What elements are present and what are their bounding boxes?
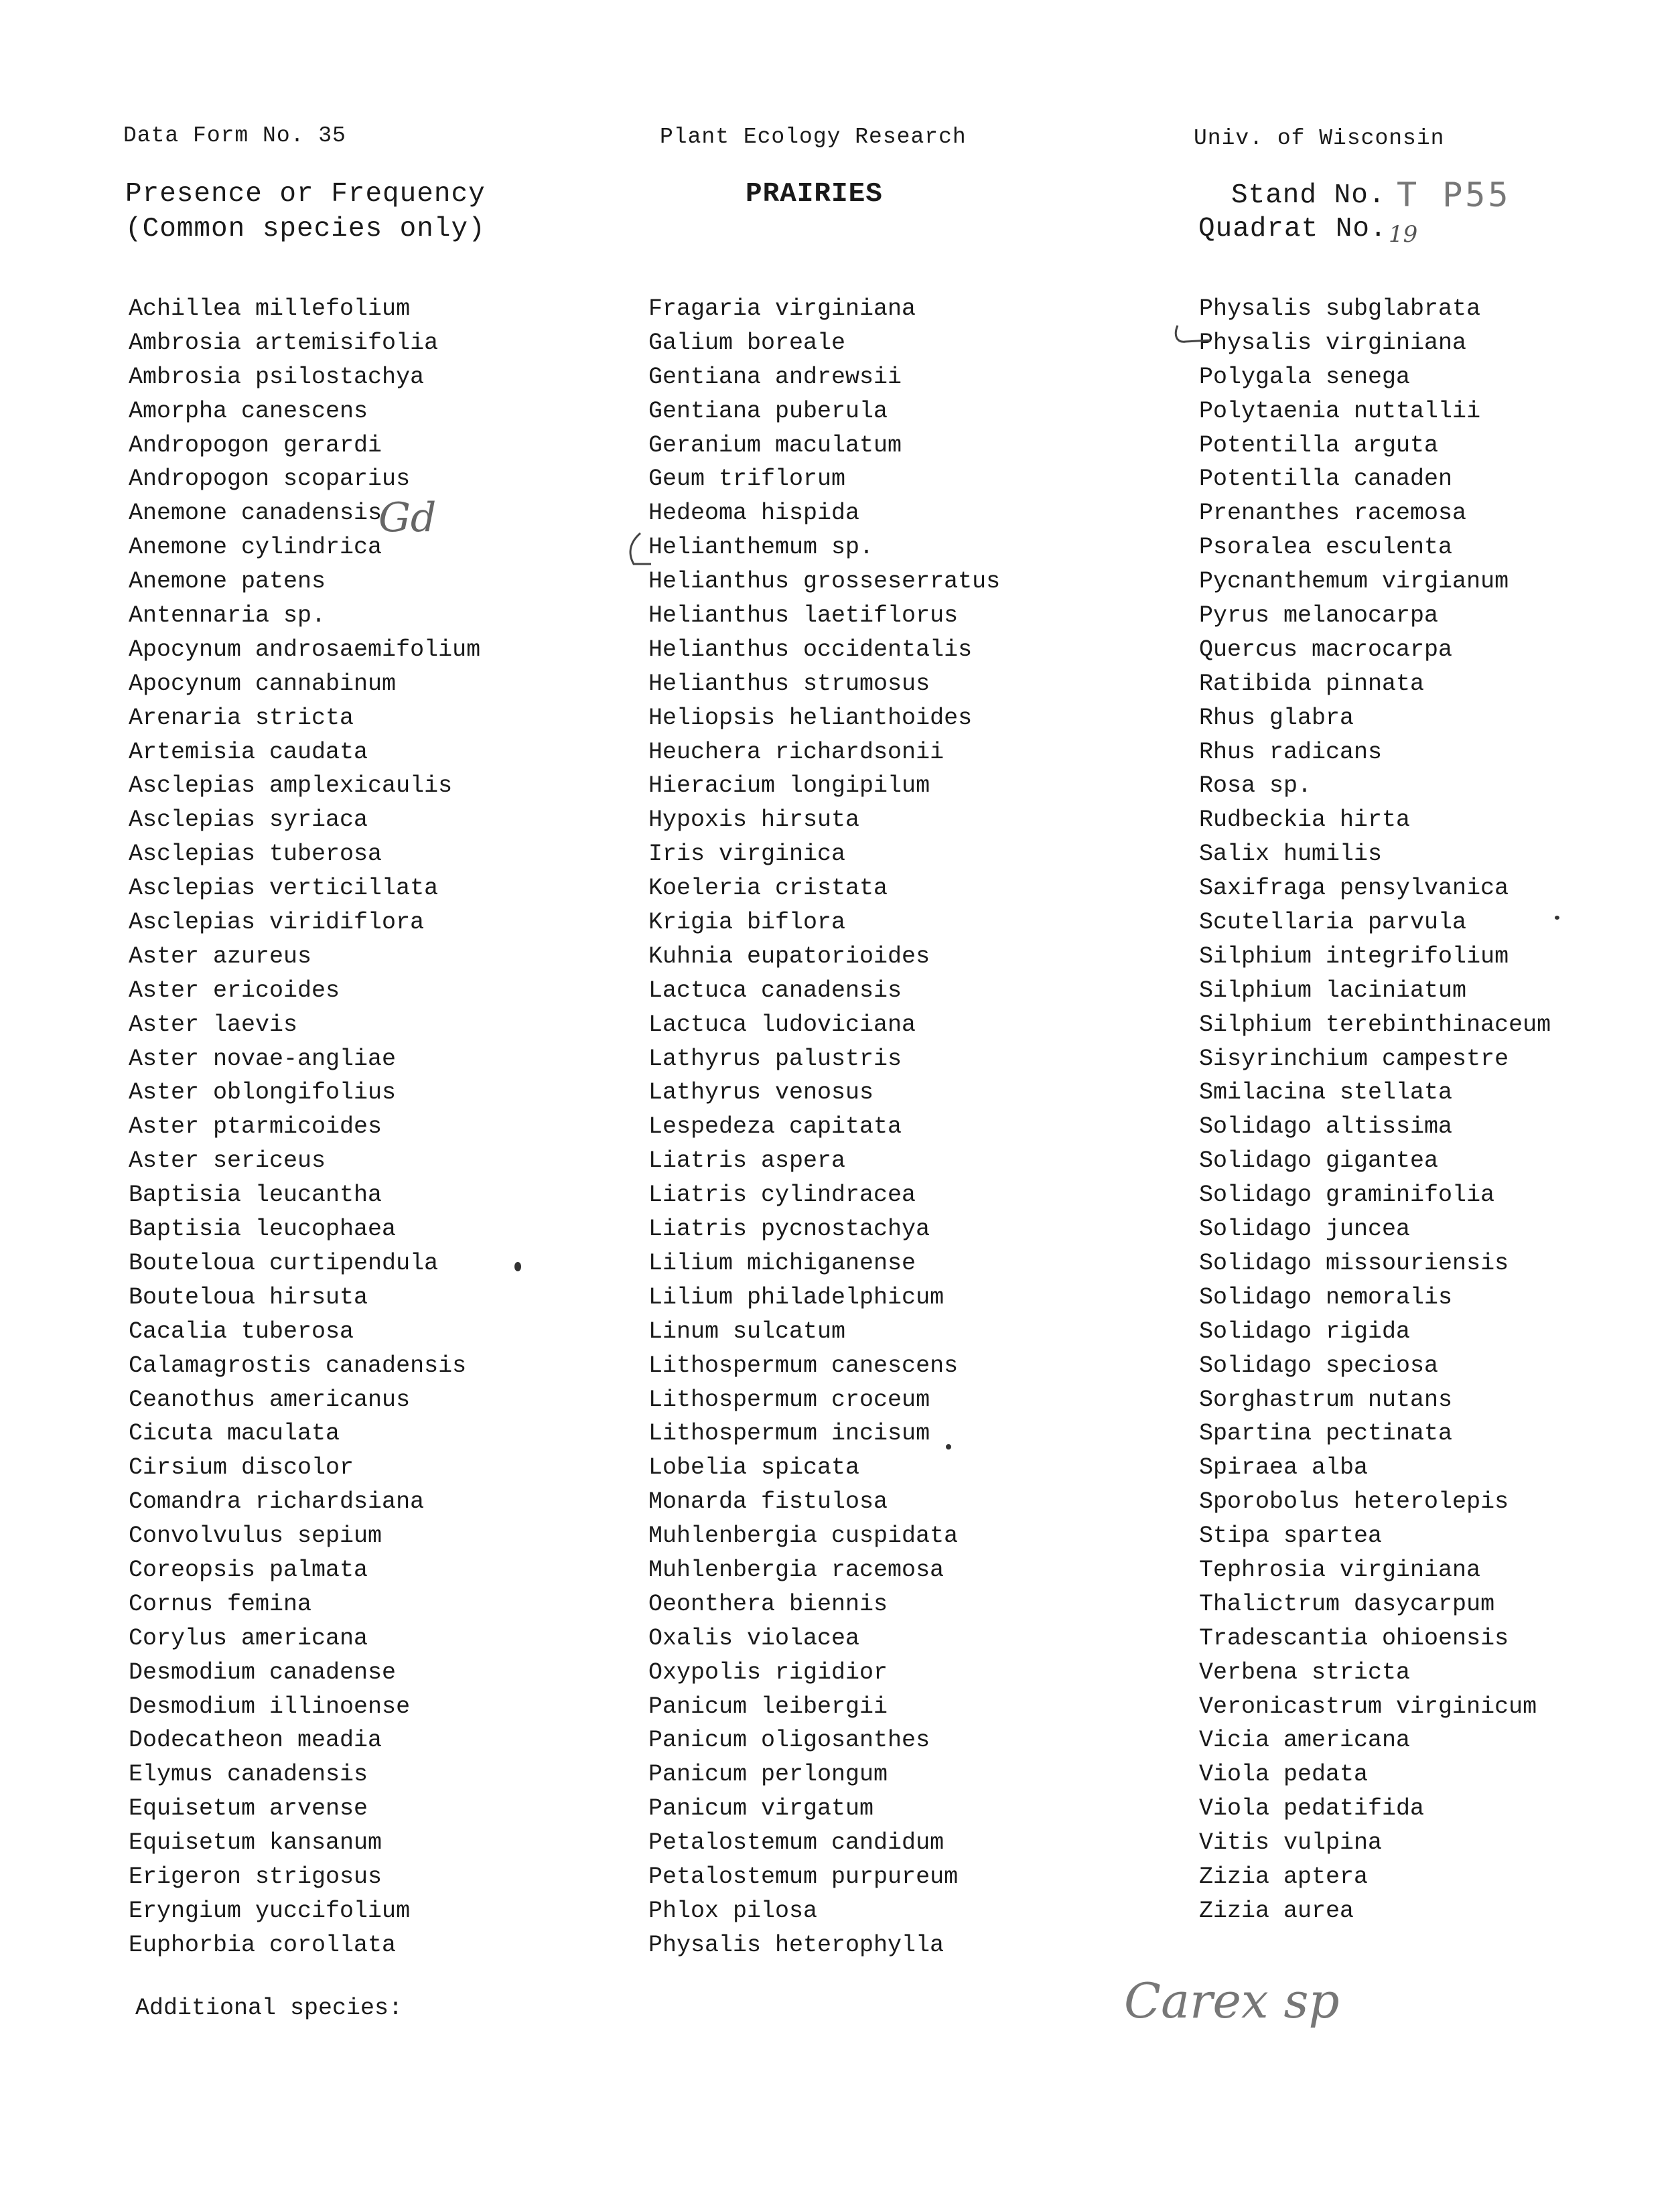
species-entry: Liatris pycnostachya — [648, 1216, 930, 1243]
ink-speck — [514, 1262, 521, 1271]
species-entry: Scutellaria parvula — [1199, 909, 1467, 936]
species-entry: Calamagrostis canadensis — [129, 1352, 467, 1379]
species-entry: Ratibida pinnata — [1199, 670, 1425, 697]
species-entry: Heliopsis helianthoides — [648, 704, 973, 731]
species-entry: Arenaria stricta — [129, 704, 354, 731]
species-entry: Aster azureus — [129, 942, 312, 970]
species-entry: Solidago missouriensis — [1199, 1249, 1509, 1277]
species-entry: Panicum leibergii — [648, 1693, 888, 1720]
species-entry: Liatris aspera — [648, 1147, 846, 1175]
quadrat-number-label: Quadrat No. — [1198, 214, 1387, 244]
species-entry: Helianthus laetiflorus — [648, 602, 959, 630]
species-entry: Phlox pilosa — [648, 1897, 818, 1924]
species-entry: Muhlenbergia racemosa — [648, 1556, 944, 1583]
species-entry: Petalostemum purpureum — [648, 1863, 959, 1890]
species-entry: Gentiana andrewsii — [648, 363, 902, 391]
ink-speck — [946, 1444, 951, 1450]
species-entry: Cicuta maculata — [129, 1420, 340, 1447]
species-entry: Hypoxis hirsuta — [648, 806, 860, 834]
species-entry: Polytaenia nuttallii — [1199, 397, 1481, 425]
species-entry: Vitis vulpina — [1199, 1829, 1383, 1857]
species-entry: Bouteloua hirsuta — [129, 1283, 368, 1311]
species-entry: Solidago rigida — [1199, 1318, 1411, 1345]
species-entry: Cacalia tuberosa — [129, 1318, 354, 1345]
form-number: Data Form No. 35 — [123, 123, 346, 148]
species-entry: Physalis virginiana — [1199, 329, 1467, 356]
species-entry: Anemone cylindrica — [129, 534, 382, 561]
species-entry: Rosa sp. — [1199, 772, 1312, 800]
species-entry: Comandra richardsiana — [129, 1488, 425, 1516]
species-entry: Erigeron strigosus — [129, 1863, 382, 1890]
species-entry: Heuchera richardsonii — [648, 738, 944, 766]
species-entry: Potentilla canaden — [1199, 466, 1453, 493]
species-entry: Psoralea esculenta — [1199, 534, 1453, 561]
species-entry: Physalis subglabrata — [1199, 295, 1481, 322]
species-entry: Silphium laciniatum — [1199, 977, 1467, 1004]
quadrat-number-handwritten: 19 — [1389, 221, 1418, 248]
species-entry: Zizia aptera — [1199, 1863, 1369, 1890]
species-entry: Elymus canadensis — [129, 1761, 368, 1788]
species-entry: Geum triflorum — [648, 466, 846, 493]
species-entry: Liatris cylindracea — [648, 1182, 916, 1209]
measure-line-2: (Common species only) — [125, 214, 486, 244]
species-entry: Hedeoma hispida — [648, 500, 860, 527]
species-entry: Baptisia leucophaea — [129, 1216, 397, 1243]
measure-title — [125, 177, 486, 246]
species-entry: Thalictrum dasycarpum — [1199, 1590, 1495, 1618]
species-entry: Solidago juncea — [1199, 1216, 1411, 1243]
species-entry: Panicum oligosanthes — [648, 1727, 930, 1754]
species-entry: Sisyrinchium campestre — [1199, 1045, 1509, 1072]
stand-number-label: Stand No. — [1231, 180, 1386, 211]
species-entry: Panicum perlongum — [648, 1761, 888, 1788]
species-entry: Asclepias verticillata — [129, 875, 439, 902]
species-entry: Aster oblongifolius — [129, 1079, 397, 1107]
species-entry: Veronicastrum virginicum — [1199, 1693, 1537, 1720]
species-entry: Bouteloua curtipendula — [129, 1249, 439, 1277]
species-entry: Lithospermum canescens — [648, 1352, 959, 1379]
species-entry: Kuhnia eupatorioides — [648, 942, 930, 970]
check-mark-physalis — [1172, 322, 1212, 348]
species-entry: Ceanothus americanus — [129, 1386, 411, 1413]
species-entry: Solidago nemoralis — [1199, 1283, 1453, 1311]
species-entry: Rudbeckia hirta — [1199, 806, 1411, 834]
species-entry: Viola pedatifida — [1199, 1795, 1425, 1823]
species-entry: Andropogon scoparius — [129, 466, 411, 493]
species-entry: Lactuca ludoviciana — [648, 1011, 916, 1038]
handwritten-mark-anemone: Gd — [378, 494, 437, 541]
research-title: Plant Ecology Research — [660, 125, 967, 149]
species-entry: Solidago graminifolia — [1199, 1182, 1495, 1209]
measure-line-1: Presence or Frequency — [125, 179, 486, 210]
additional-species-label: Additional species: — [135, 1995, 403, 2022]
species-entry: Aster laevis — [129, 1011, 298, 1038]
species-entry: Achillea millefolium — [129, 295, 411, 322]
species-entry: Prenanthes racemosa — [1199, 500, 1467, 527]
species-column-1 — [129, 292, 480, 1963]
species-entry: Dodecatheon meadia — [129, 1727, 382, 1754]
species-entry: Eryngium yuccifolium — [129, 1897, 411, 1924]
species-entry: Asclepias tuberosa — [129, 841, 382, 868]
species-entry: Amorpha canescens — [129, 397, 368, 425]
species-entry: Monarda fistulosa — [648, 1488, 888, 1516]
species-entry: Linum sulcatum — [648, 1318, 846, 1345]
species-entry: Spiraea alba — [1199, 1454, 1369, 1482]
species-entry: Vicia americana — [1199, 1727, 1411, 1754]
species-entry: Physalis heterophylla — [648, 1931, 944, 1959]
species-entry: Lathyrus palustris — [648, 1045, 902, 1072]
handwritten-additional-species: Carex sp — [1124, 1973, 1340, 2029]
species-entry: Helianthus occidentalis — [648, 636, 973, 663]
species-entry: Corylus americana — [129, 1624, 368, 1652]
species-entry: Desmodium illinoense — [129, 1693, 411, 1720]
species-entry: Asclepias syriaca — [129, 806, 368, 834]
species-entry: Helianthemum sp. — [648, 534, 874, 561]
species-entry: Asclepias viridiflora — [129, 909, 425, 936]
species-entry: Desmodium canadense — [129, 1658, 397, 1686]
stand-number-stamp: T P55 — [1397, 175, 1511, 214]
species-entry: Anemone canadensis — [129, 500, 382, 527]
species-entry: Krigia biflora — [648, 909, 846, 936]
species-entry: Tradescantia ohioensis — [1199, 1624, 1509, 1652]
species-entry: Galium boreale — [648, 329, 846, 356]
species-entry: Euphorbia corollata — [129, 1931, 397, 1959]
species-entry: Lithospermum incisum — [648, 1420, 930, 1447]
species-entry: Lithospermum croceum — [648, 1386, 930, 1413]
species-entry: Convolvulus sepium — [129, 1523, 382, 1550]
species-entry: Smilacina stellata — [1199, 1079, 1453, 1107]
species-entry: Tephrosia virginiana — [1199, 1556, 1481, 1583]
species-entry: Sorghastrum nutans — [1199, 1386, 1453, 1413]
species-entry: Asclepias amplexicaulis — [129, 772, 453, 800]
species-entry: Aster sericeus — [129, 1147, 326, 1175]
species-entry: Verbena stricta — [1199, 1658, 1411, 1686]
species-entry: Oxalis violacea — [648, 1624, 860, 1652]
species-entry: Lilium philadelphicum — [648, 1283, 944, 1311]
species-entry: Ambrosia psilostachya — [129, 363, 425, 391]
check-mark-helianthemum — [623, 529, 656, 569]
species-entry: Gentiana puberula — [648, 397, 888, 425]
species-entry: Lespedeza capitata — [648, 1113, 902, 1141]
species-entry: Baptisia leucantha — [129, 1182, 382, 1209]
species-entry: Quercus macrocarpa — [1199, 636, 1453, 663]
species-entry: Saxifraga pensylvanica — [1199, 875, 1509, 902]
species-entry: Ambrosia artemisifolia — [129, 329, 439, 356]
species-entry: Petalostemum candidum — [648, 1829, 944, 1857]
species-entry: Oeonthera biennis — [648, 1590, 888, 1618]
species-entry: Pycnanthemum virgianum — [1199, 568, 1509, 595]
species-column-2 — [648, 292, 1000, 1963]
species-entry: Equisetum arvense — [129, 1795, 368, 1823]
species-entry: Koeleria cristata — [648, 875, 888, 902]
species-entry: Cirsium discolor — [129, 1454, 354, 1482]
species-entry: Solidago gigantea — [1199, 1147, 1439, 1175]
species-entry: Lathyrus venosus — [648, 1079, 874, 1107]
species-entry: Sporobolus heterolepis — [1199, 1488, 1509, 1516]
species-entry: Polygala senega — [1199, 363, 1411, 391]
species-entry: Rhus glabra — [1199, 704, 1354, 731]
university-name: Univ. of Wisconsin — [1194, 126, 1445, 151]
species-entry: Aster ericoides — [129, 977, 340, 1004]
species-entry: Salix humilis — [1199, 841, 1383, 868]
species-entry: Cornus femina — [129, 1590, 312, 1618]
species-entry: Zizia aurea — [1199, 1897, 1354, 1924]
species-entry: Oxypolis rigidior — [648, 1658, 888, 1686]
species-entry: Pyrus melanocarpa — [1199, 602, 1439, 630]
species-entry: Panicum virgatum — [648, 1795, 874, 1823]
species-column-3 — [1199, 292, 1551, 1928]
species-entry: Fragaria virginiana — [648, 295, 916, 322]
species-entry: Apocynum cannabinum — [129, 670, 397, 697]
species-entry: Rhus radicans — [1199, 738, 1383, 766]
species-entry: Spartina pectinata — [1199, 1420, 1453, 1447]
species-entry: Aster ptarmicoides — [129, 1113, 382, 1141]
species-entry: Apocynum androsaemifolium — [129, 636, 481, 663]
species-entry: Stipa spartea — [1199, 1523, 1383, 1550]
species-entry: Solidago speciosa — [1199, 1352, 1439, 1379]
species-entry: Hieracium longipilum — [648, 772, 930, 800]
species-entry: Lactuca canadensis — [648, 977, 902, 1004]
species-entry: Potentilla arguta — [1199, 431, 1439, 459]
species-entry: Geranium maculatum — [648, 431, 902, 459]
ink-speck — [1555, 916, 1559, 920]
species-entry: Coreopsis palmata — [129, 1556, 368, 1583]
species-entry: Iris virginica — [648, 841, 846, 868]
species-entry: Silphium terebinthinaceum — [1199, 1011, 1551, 1038]
species-entry: Aster novae-angliae — [129, 1045, 397, 1072]
species-entry: Equisetum kansanum — [129, 1829, 382, 1857]
species-entry: Artemisia caudata — [129, 738, 368, 766]
species-entry: Antennaria sp. — [129, 602, 326, 630]
species-entry: Andropogon gerardi — [129, 431, 382, 459]
species-entry: Solidago altissima — [1199, 1113, 1453, 1141]
species-entry: Silphium integrifolium — [1199, 942, 1509, 970]
species-entry: Muhlenbergia cuspidata — [648, 1523, 959, 1550]
species-entry: Helianthus grosseserratus — [648, 568, 1001, 595]
species-entry: Lobelia spicata — [648, 1454, 860, 1482]
species-entry: Helianthus strumosus — [648, 670, 930, 697]
species-entry: Anemone patens — [129, 568, 326, 595]
species-entry: Lilium michiganense — [648, 1249, 916, 1277]
community-title: PRAIRIES — [746, 179, 883, 210]
species-entry: Viola pedata — [1199, 1761, 1369, 1788]
